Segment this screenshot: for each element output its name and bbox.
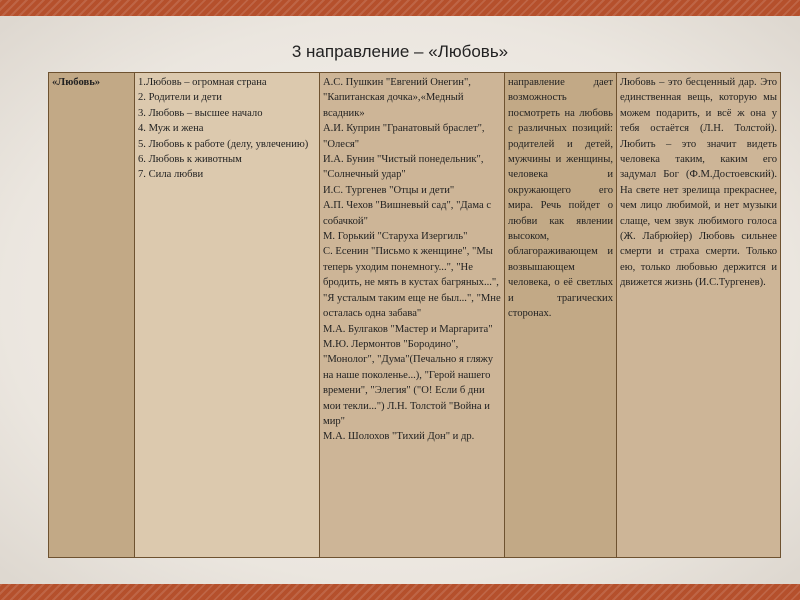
topic-item: 6. Любовь к животным — [138, 154, 242, 166]
topic-item: 7. Сила любви — [138, 169, 204, 181]
quotes-cell — [617, 73, 781, 558]
content-table — [48, 72, 781, 558]
work-item: М. Горький "Старуха Изергиль" — [323, 231, 468, 243]
topic-item: 1.Любовь – огромная страна — [138, 77, 267, 88]
works-cell — [320, 73, 505, 558]
work-item: И.С. Тургенев "Отцы и дети" — [323, 184, 455, 196]
topic-item: 2. Родители и дети — [138, 92, 222, 104]
description-cell — [505, 73, 617, 558]
work-item: М.Ю. Лермонтов "Бородино", "Монолог", "Дума"(Печально я гляжу на наше поколенье...), "Герой нашего времени", "Элегия" ("О! Если б дни мои текли...") Л.Н. Толстой "Война и мир" — [323, 338, 494, 427]
work-item: М.А. Шолохов "Тихий Дон" и др. — [323, 431, 475, 443]
topic-item: 4. Муж и жена — [138, 123, 204, 135]
work-item: М.А. Булгаков "Мастер и Маргарита" — [323, 323, 493, 335]
work-item: А.С. Пушкин "Евгений Онегин", "Капитанская дочка»,«Медный всадник» — [323, 77, 471, 119]
work-item: И.А. Бунин "Чистый понедельник", "Солнечный удар" — [323, 154, 484, 181]
theme-label: «Любовь» — [52, 77, 101, 88]
work-item: А.И. Куприн "Гранатовый браслет", "Олеся" — [323, 123, 485, 150]
topic-item: 5. Любовь к работе (делу, увлечению) — [138, 138, 309, 150]
quotes-text: Любовь – это бесценный дар. Это единственная вещь, которую мы можем подарить, и всё ж она у тебя остаётся (Л.Н. Толстой). Любить – это значит видеть человека таким, каким его задумал Бог (Ф.М.Достоевский). На свете нет зрелища прекраснее, чем лицо любимой, и нет музыки слаще, чем звук любимого голоса (Ж. Лабрюйер) Любовь сильнее смерти и страха смерти. Только ею, только любовью держится и движется жизнь (И.С.Тургенев). — [620, 77, 777, 289]
topics-cell — [135, 73, 320, 558]
bottom-decor-bar — [0, 584, 800, 600]
slide-title: 3 направление – «Любовь» — [291, 42, 509, 61]
top-decor-bar — [0, 0, 800, 16]
topic-item: 3. Любовь – высшее начало — [138, 107, 263, 119]
work-item: А.П. Чехов "Вишневый сад", "Дама с собачкой" — [323, 200, 492, 227]
description-text: направление дает возможность посмотреть на любовь с различных позиций: родителей и детей, мужчины и женщины, человека и окружающего его мира. Речь пойдет о любви как явлении высоком, облагораживающем и возвышающем человека, о её светлых и трагических сторонах. — [508, 77, 613, 320]
table-row — [49, 73, 781, 558]
theme-cell — [49, 73, 135, 558]
work-item: С. Есенин "Письмо к женщине", "Мы теперь уходим понемногу...", "Не бродить, не мять в кустах багряных...", "Я усталым таким еще не был...", "Мне осталась одна забава" — [323, 246, 501, 320]
